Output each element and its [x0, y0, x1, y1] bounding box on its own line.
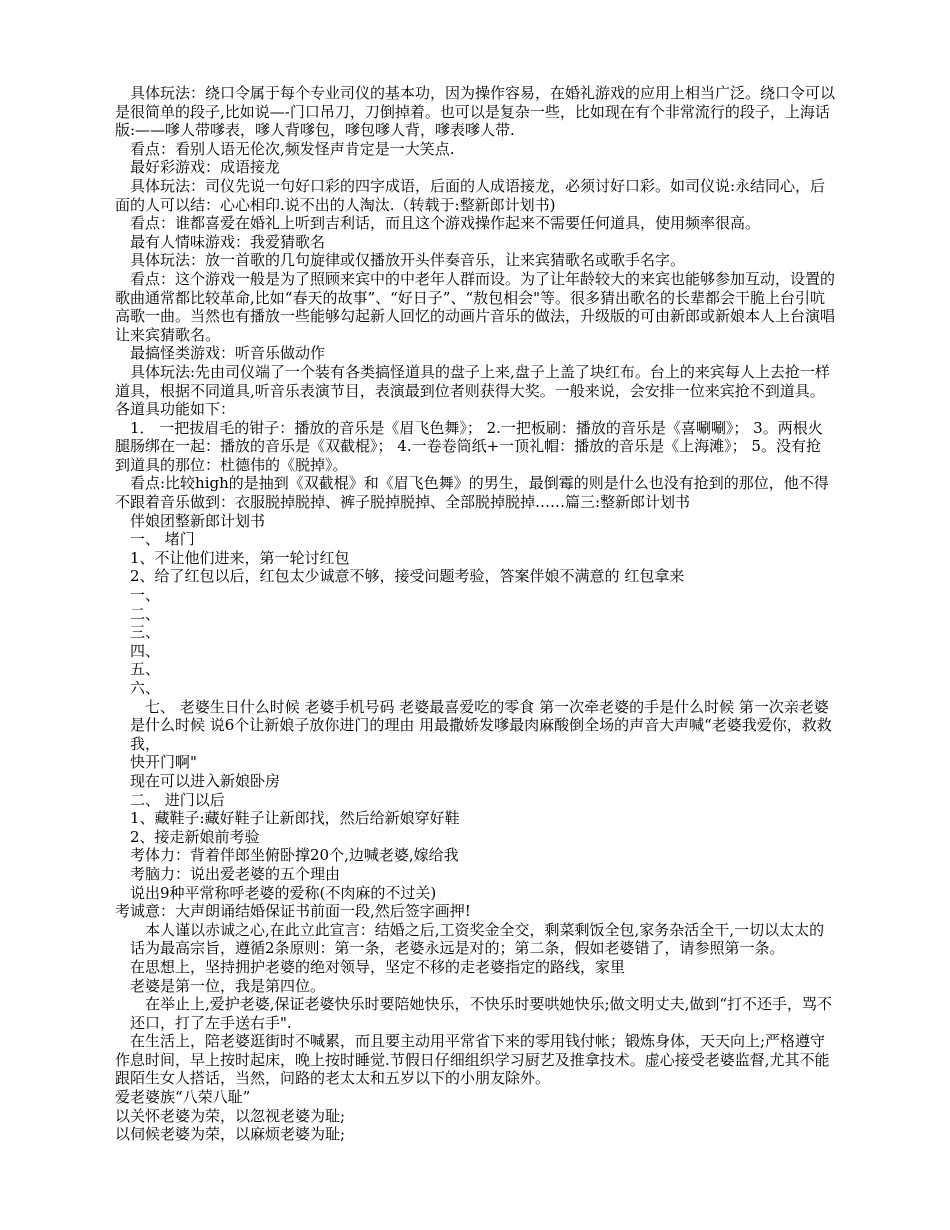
paragraph: 具体玩法:先由司仪端了一个装有各类搞怪道具的盘子上来,盘子上盖了块红布。台上的来宾每人上去抢一样道具，根据不同道具,听音乐表演节目，表演最到位者则获得大奖。一般来说，会安排一位来宾抢不到道具。 各道具功能如下：: [115, 362, 830, 419]
paragraph: 本人谨以赤诚之心,在此立此宣言：结婚之后,工资奖金全交，剩菜剩饭全包,家务杂活全干,一切以太太的话为最高宗旨，遵循2条原则：第一条，老婆永远是对的；第二条，假如老婆错了，请参照第一条。: [130, 920, 825, 958]
paragraph: 在生活上，陪老婆逛街时不喊累，而且要主动用平常省下来的零用钱付帐；锻炼身体，天天向上;严格遵守作息时间，早上按时起床，晚上按时睡觉.节假日仔细组织学习厨艺及推拿技术。虚心接受老婆监督,尤其不能跟陌生女人搭话，当然，问路的老太太和五岁以下的小朋友除外。: [115, 1032, 830, 1088]
paragraph: 1． 一把拔眉毛的钳子：播放的音乐是《眉飞色舞》； 2.一把板刷：播放的音乐是《喜唰唰》； 3。两根火腿肠绑在一起：播放的音乐是《双截棍》； 4.一卷卷筒纸+一顶礼帽：播放的音乐是《上海滩》； 5。没有抢到道具的那位：杜德伟的《脱掉》。: [115, 418, 823, 474]
paragraph: 以关怀老婆为荣，以忽视老婆为耻;: [115, 1106, 346, 1125]
paragraph: 最搞怪类游戏：听音乐做动作: [130, 344, 326, 363]
paragraph: 五、: [130, 660, 161, 679]
paragraph: 最好彩游戏：成语接龙: [130, 158, 281, 177]
paragraph: 七、 老婆生日什么时候 老婆手机号码 老婆最喜爱吃的零食 第一次牵老婆的手是什么时候 第一次亲老婆是什么时候 说6个让新娘子放你进门的理由 用最撒娇发嗲最肉麻酸倒全场的声音大声喊“老婆我爱你，救救我，: [130, 697, 832, 753]
paragraph: 1、不让他们进来，第一轮讨红包: [130, 548, 350, 567]
paragraph: 六、: [130, 679, 161, 697]
paragraph: 看点:比较high的是抽到《双截棍》和《眉飞色舞》的男生，最倒霉的则是什么也没有抢到的那位，他不得不跟着音乐做到：衣服脱掉脱掉、裤子脱掉脱掉、全部脱掉脱掉……篇三:整新郎计划书: [115, 474, 829, 512]
paragraph: 老婆是第一位，我是第四位。: [130, 976, 326, 995]
paragraph: 三、: [130, 623, 161, 642]
paragraph: 爱老婆族“八荣八耻”: [115, 1088, 251, 1107]
paragraph: 快开门啊": [130, 753, 197, 772]
paragraph: 在思想上，坚持拥护老婆的绝对领导，坚定不移的走老婆指定的路线，家里: [130, 957, 626, 976]
paragraph: 具体玩法：放一首歌的几句旋律或仅播放开头伴奏音乐，让来宾猜歌名或歌手名字。: [130, 251, 686, 270]
paragraph: 一、 堵门: [130, 530, 195, 549]
paragraph: 考体力：背着伴郎坐俯卧撑20个,边喊老婆,嫁给我: [130, 846, 459, 865]
paragraph: 二、 进门以后: [130, 790, 225, 809]
paragraph: 考诚意：大声朗诵结婚保证书前面一段,然后签字画押!: [115, 902, 471, 921]
paragraph: 具体玩法：绕口令属于每个专业司仪的基本功，因为操作容易，在婚礼游戏的应用上相当广泛。绕口令可以是很简单的段子,比如说—-门口吊刀，刀倒掉着。也可以是复杂一些，比如现在有个非常流行的段子，上海话版:——嗲人带嗲表，嗲人背嗲包，嗲包嗲人背，嗲表嗲人带.: [115, 84, 836, 140]
paragraph: 四、: [130, 641, 161, 660]
paragraph: 看点：这个游戏一般是为了照顾来宾中的中老年人群而设。为了让年龄较大的来宾也能够参加互动，设置的歌曲通常都比较革命,比如“春天的故事”、“好日子”、“敖包相会"等。很多猜出歌名的长辈都会干脆上台引吭高歌一曲。当然也有播放一些能够勾起新人回忆的动画片音乐的做法，升级版的可由新郎或新娘本人上台演唱让来宾猜歌名。: [115, 269, 836, 344]
paragraph: 看点：看别人语无伦次,频发怪声肯定是一大笑点.: [130, 139, 455, 158]
paragraph: 以伺候老婆为荣，以麻烦老婆为耻;: [115, 1125, 346, 1144]
paragraph: 考脑力：说出爱老婆的五个理由: [130, 864, 341, 883]
paragraph: 伴娘团整新郎计划书: [130, 511, 266, 530]
paragraph: 一、: [130, 586, 161, 605]
paragraph: 说出9种平常称呼老婆的爱称(不肉麻的不过关): [130, 883, 437, 902]
paragraph: 2、给了红包以后，红包太少诚意不够，接受问题考验，答案伴娘不满意的 红包拿来: [130, 567, 685, 586]
paragraph: 现在可以进入新娘卧房: [130, 771, 281, 790]
paragraph: 最有人情味游戏：我爱猜歌名: [130, 232, 326, 251]
paragraph: 1、藏鞋子:藏好鞋子让新郎找，然后给新娘穿好鞋: [130, 809, 460, 828]
paragraph: 具体玩法：司仪先说一句好口彩的四字成语，后面的人成语接龙，必须讨好口彩。如司仪说:永结同心，后面的人可以结：心心相印.说不出的人淘汰.（转载于:整新郎计划书): [115, 176, 826, 214]
paragraph: 二、: [130, 604, 161, 623]
paragraph: 看点：谁都喜爱在婚礼上听到吉利话，而且这个游戏操作起来不需要任何道具，使用频率很高。: [130, 214, 761, 233]
paragraph: 在举止上,爱护老婆,保证老婆快乐时要陪她快乐，不快乐时要哄她快乐;做文明丈夫,做到“打不还手，骂不还口，打了左手送右手".: [130, 995, 833, 1032]
paragraph: 2、接走新娘前考验: [130, 827, 260, 846]
